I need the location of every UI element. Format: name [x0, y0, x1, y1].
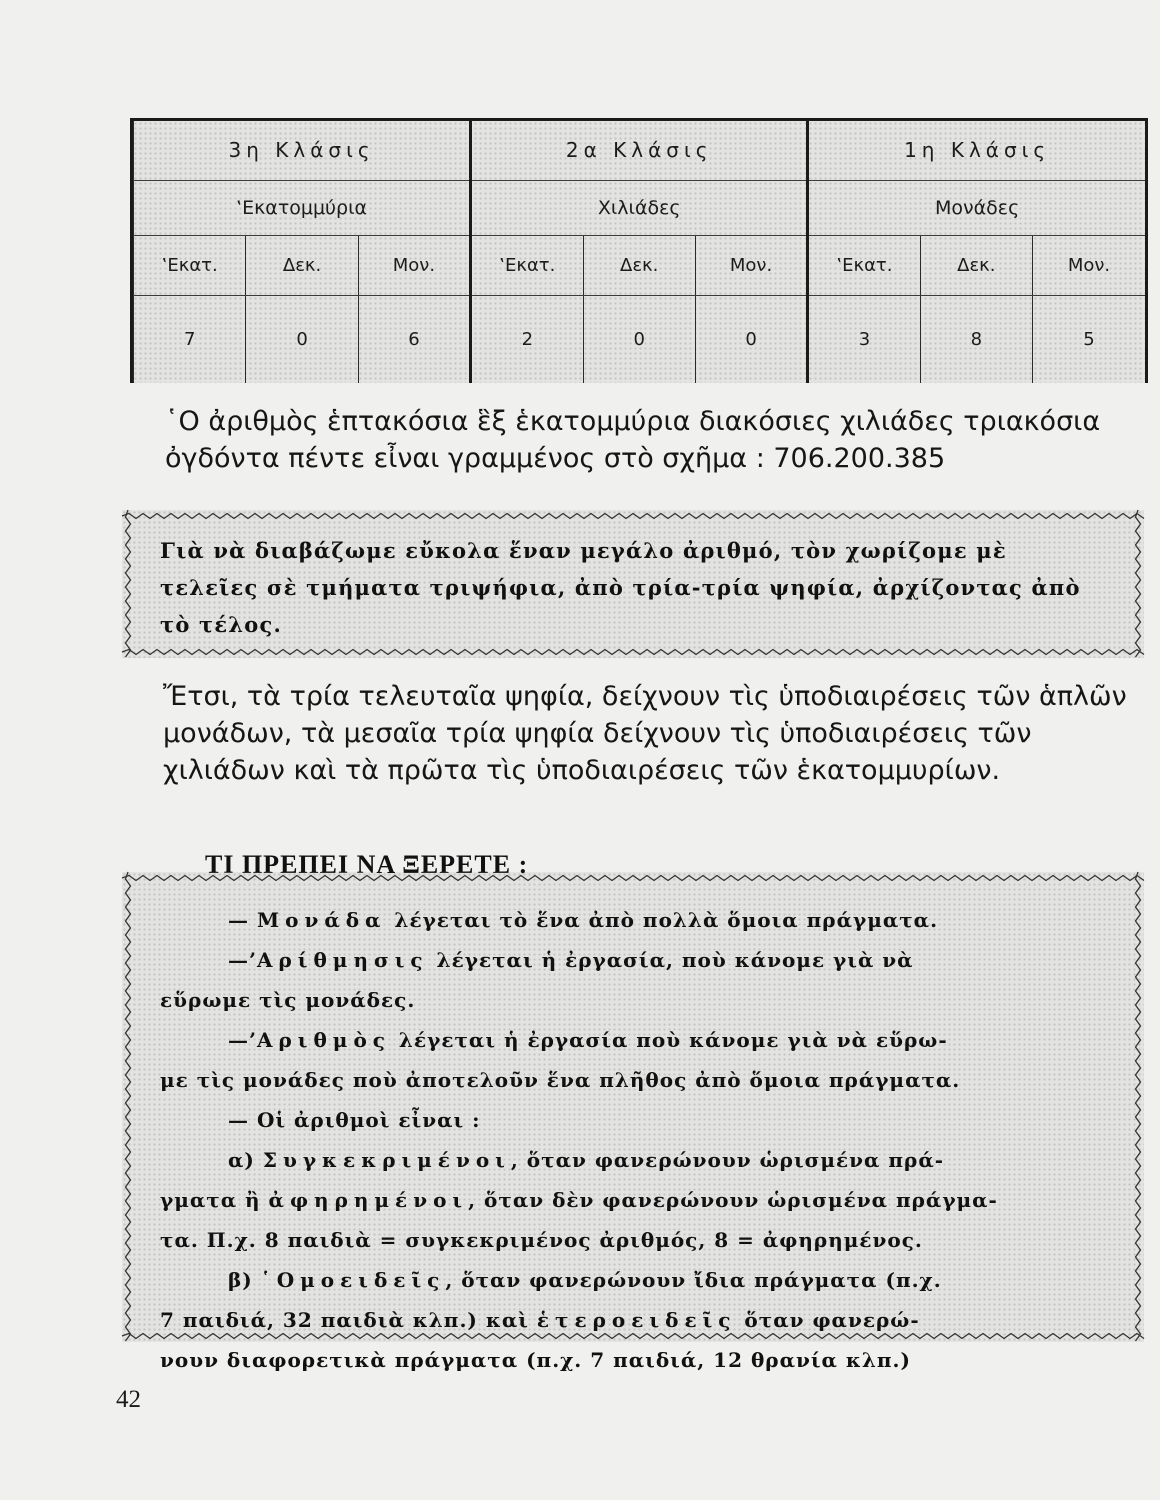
unit-header: Μον.	[695, 236, 807, 296]
reading-rule-box	[122, 510, 1144, 658]
what-to-know-title: ΤΙ ΠΡΕΠΕΙ ΝΑ ΞΕΡΕΤΕ :	[205, 850, 529, 879]
class-1-header: 1η Κλάσις	[808, 121, 1145, 180]
digit-cell: 7	[134, 295, 246, 383]
digit-cell: 2	[471, 295, 583, 383]
unit-header: ‛Εκατ.	[134, 236, 246, 296]
item-a: α) Συγκεκριμένοι, ὅταν φανερώνουν ὡρισμένα πρά-	[228, 1148, 945, 1172]
digit-cell: 0	[583, 295, 695, 383]
definition-monada: — Μονάδα λέγεται τὸ ἕνα ἀπὸ πολλὰ ὅμοια πράγματα.	[228, 908, 939, 932]
item-a-example: τα. Π.χ. 8 παιδιὰ = συγκεκριμένος ἀριθμός, 8 = ἀφηρημένος.	[160, 1228, 923, 1252]
unit-header: Δεκ.	[920, 236, 1032, 296]
class-header-row	[134, 121, 1146, 180]
digit-cell: 0	[695, 295, 807, 383]
unit-header-row	[134, 236, 1146, 296]
digit-cell: 0	[246, 295, 358, 383]
reading-rule-text: Γιὰ νὰ διαβάζωμε εὔκολα ἕναν μεγάλο ἀριθμό, τὸν χωρίζομε μὲ τελεῖες σὲ τμήματα τριψήφια, ἀπὸ τρία-τρία ψηφία, ἀρχίζοντας ἀπὸ τὸ τέλος.	[160, 538, 1081, 637]
unit-header: ‛Εκατ.	[808, 236, 920, 296]
unit-header: ‛Εκατ.	[471, 236, 583, 296]
digit-cell: 3	[808, 295, 920, 383]
item-a-cont: γματα ἢ ἀφηρημένοι, ὅταν δὲν φανερώνουν ὡρισμένα πράγμα-	[160, 1188, 998, 1212]
millions-header: ‛Εκατομμύρια	[134, 180, 471, 236]
what-to-know-box	[122, 872, 1144, 1372]
number-example-paragraph: ῾Ο ἀριθμὸς ἑπτακόσια ἓξ ἑκατομμύρια διακόσιες χιλιάδες τριακόσια ὀγδόντα πέντε εἶναι γραμμένος στὸ σχῆμα : 706.200.385	[165, 406, 1101, 474]
unit-header: Μον.	[358, 236, 470, 296]
place-value-table	[130, 118, 1148, 383]
item-b: β) ῾Ομοειδεῖς, ὅταν φανερώνουν ἴδια πράγματα (π.χ.	[228, 1268, 942, 1292]
definition-arithmos: —’Αριθμὸς λέγεται ἡ ἐργασία ποὺ κάνομε γιὰ νὰ εὕρω-	[228, 1028, 948, 1052]
digit-groups-paragraph: Ἔτσι, τὰ τρία τελευταῖα ψηφία, δείχνουν τὶς ὑποδιαιρέσεις τῶν ἁπλῶν μονάδων, τὰ μεσαῖα τρία ψηφία δείχνουν τὶς ὑποδιαιρέσεις τῶν χιλιάδων καὶ τὰ πρῶτα τὶς ὑποδιαιρέσεις τῶν ἑκατομμυρίων.	[163, 681, 1127, 786]
thousands-header: Χιλιάδες	[471, 180, 808, 236]
page-number: 42	[116, 1386, 141, 1413]
class-2-header: 2α Κλάσις	[471, 121, 808, 180]
definition-arithmos-cont: με τὶς μονάδες ποὺ ἀποτελοῦν ἕνα πλῆθος ἀπὸ ὅμοια πράγματα.	[160, 1068, 961, 1092]
digit-cell: 6	[358, 295, 470, 383]
digit-cell: 5	[1033, 295, 1146, 383]
unit-header: Μον.	[1033, 236, 1146, 296]
unit-header: Δεκ.	[583, 236, 695, 296]
unit-header: Δεκ.	[246, 236, 358, 296]
class-3-header: 3η Κλάσις	[134, 121, 471, 180]
item-b-cont: 7 παιδιά, 32 παιδιὰ κλπ.) καὶ ἑτεροειδεῖς ὅταν φανερώ-	[160, 1308, 920, 1332]
item-b-example: νουν διαφορετικὰ πράγματα (π.χ. 7 παιδιά, 12 θρανία κλπ.)	[160, 1348, 911, 1372]
group-header-row	[134, 180, 1146, 236]
definitions-list	[160, 900, 1100, 1380]
definition-arithmisis: —’Αρίθμησις λέγεται ἡ ἐργασία, ποὺ κάνομε γιὰ νὰ	[228, 948, 914, 972]
definition-arithmisis-cont: εὕρωμε τὶς μονάδες.	[160, 988, 416, 1012]
digit-cell: 8	[920, 295, 1032, 383]
digit-row	[134, 295, 1146, 383]
units-header: Μονάδες	[808, 180, 1145, 236]
numbers-intro: — Οἱ ἀριθμοὶ εἶναι :	[228, 1108, 481, 1132]
